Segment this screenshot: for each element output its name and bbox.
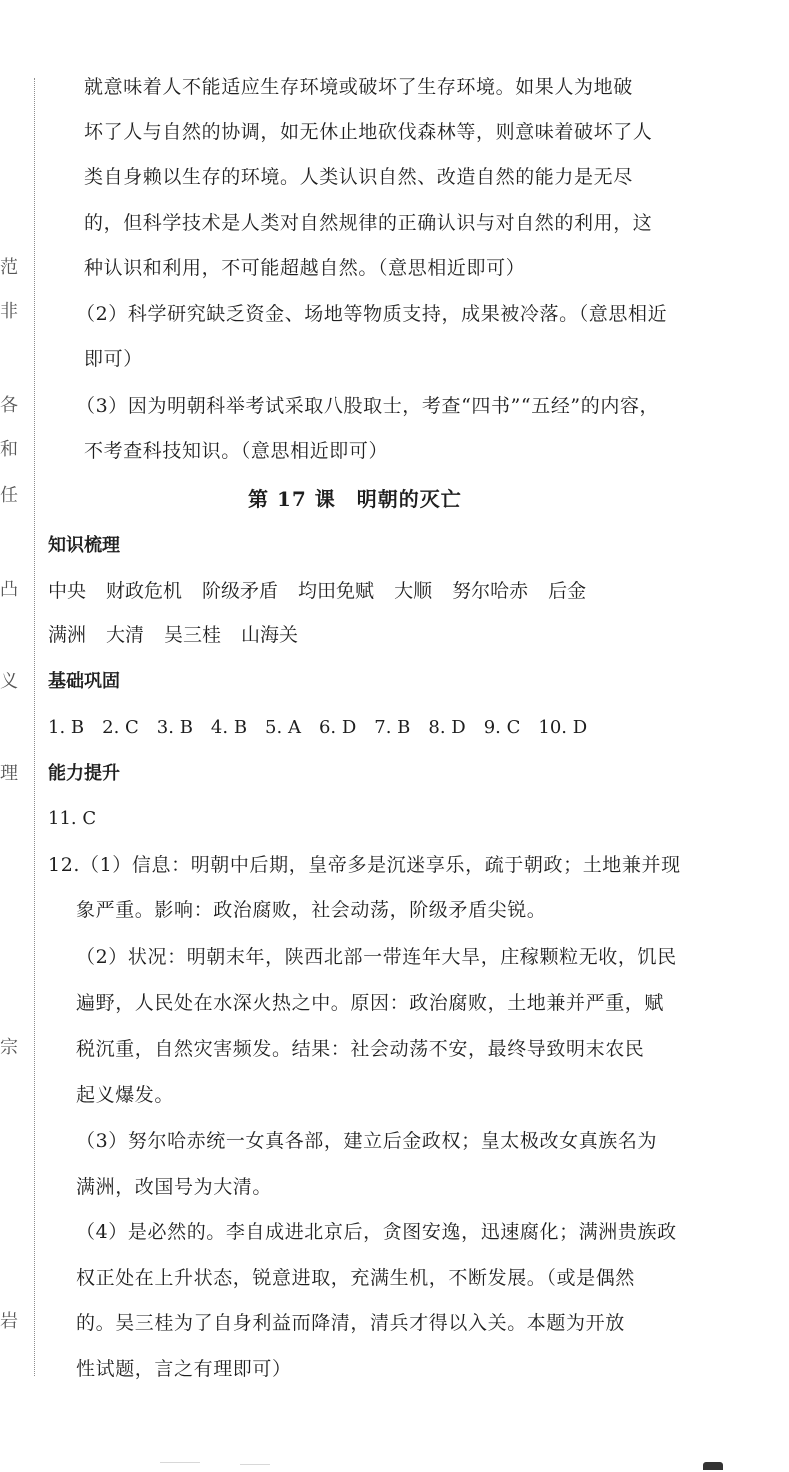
keyword: 满洲: [48, 624, 87, 646]
scan-artifact: [240, 1464, 270, 1465]
answer-item: 3. B: [156, 717, 193, 738]
text-line: （2）状况：明朝末年，陕西北部一带连年大旱，庄稼颗粒无收，饥民: [76, 946, 677, 968]
answer-item: 11. C: [48, 808, 97, 829]
text-line: （3）因为明朝科举考试采取八股取士，考查“四书”“五经”的内容，: [76, 395, 660, 417]
margin-char: 和: [0, 439, 18, 460]
text-line: 类自身赖以生存的环境。人类认识自然、改造自然的能力是无尽: [84, 166, 633, 188]
next-page-edge-mark: [703, 1462, 723, 1470]
keyword: 大清: [106, 624, 145, 646]
text-line: 起义爆发。: [76, 1084, 175, 1106]
answer-item: 10. D: [538, 717, 588, 738]
keyword: 中央: [48, 580, 87, 602]
margin-char: 理: [0, 763, 18, 784]
answer-item: 2. C: [102, 717, 139, 738]
keyword: 努尔哈赤: [452, 580, 529, 602]
text-line: （2）科学研究缺乏资金、场地等物质支持，成果被冷落。（意思相近: [76, 303, 668, 325]
text-line: 性试题，言之有理即可）: [76, 1358, 292, 1380]
text-line: 税沉重，自然灾害频发。结果：社会动荡不安，最终导致明末农民: [76, 1038, 645, 1060]
answer-item: 4. B: [210, 717, 248, 738]
text-line: （3）努尔哈赤统一女真各部，建立后金政权；皇太极改女真族名为: [76, 1130, 658, 1152]
keyword: 财政危机: [106, 580, 183, 602]
answer-item: 5. A: [265, 717, 301, 738]
text-line: 权正处在上升状态，锐意进取，充满生机，不断发展。（或是偶然: [76, 1267, 635, 1289]
section-heading-basic: 基础巩固: [48, 671, 120, 692]
text-line: 种认识和利用，不可能超越自然。（意思相近即可）: [84, 257, 526, 279]
keyword: 吴三桂: [164, 624, 222, 646]
keyword: 阶级矛盾: [202, 580, 279, 602]
text-line: 满洲，改国号为大清。: [76, 1176, 273, 1198]
keyword: 后金: [548, 580, 587, 602]
margin-char: 岩: [0, 1311, 18, 1332]
section-heading-knowledge: 知识梳理: [48, 535, 120, 556]
text-line: 的。吴三桂为了自身利益而降清，清兵才得以入关。本题为开放: [76, 1312, 625, 1334]
text-line: 不考查科技知识。（意思相近即可）: [84, 440, 389, 462]
margin-char: 义: [0, 671, 18, 692]
keyword: 均田免赋: [298, 580, 375, 602]
text-line: 即可）: [84, 348, 143, 370]
keyword: 山海关: [241, 624, 299, 646]
text-line: 12.（1）信息：明朝中后期，皇帝多是沉迷享乐，疏于朝政；土地兼并现: [48, 854, 681, 876]
answer-item: 9. C: [483, 717, 521, 738]
margin-char: 凸: [0, 579, 18, 600]
text-line: 坏了人与自然的协调，如无休止地砍伐森林等，则意味着破坏了人: [84, 121, 653, 143]
binding-dotted-rule: [34, 78, 35, 1376]
margin-char: 宗: [0, 1037, 18, 1058]
text-line: 遍野，人民处在水深火热之中。原因：政治腐败，土地兼并严重，赋: [76, 992, 665, 1014]
answers-row: [48, 713, 587, 743]
scan-artifact: [160, 1462, 200, 1463]
answer-11: [48, 804, 96, 834]
keywords-row: [48, 576, 586, 606]
text-line: 的，但科学技术是人类对自然规律的正确认识与对自然的利用，这: [84, 212, 653, 234]
keywords-row: [48, 620, 298, 650]
answer-item: 1. B: [48, 717, 85, 738]
margin-char: 范: [0, 257, 18, 278]
lesson-title: 第 17 课 明朝的灭亡: [248, 487, 462, 511]
answer-item: 7. B: [374, 717, 411, 738]
text-line: （4）是必然的。李自成进北京后，贪图安逸，迅速腐化；满洲贵族政: [76, 1221, 677, 1243]
margin-char: 非: [0, 301, 18, 322]
answer-item: 6. D: [318, 717, 357, 738]
keyword: 大顺: [394, 580, 433, 602]
text-line: 就意味着人不能适应生存环境或破坏了生存环境。如果人为地破: [84, 76, 633, 98]
margin-char: 任: [0, 485, 18, 506]
text-line: 象严重。影响：政治腐败，社会动荡，阶级矛盾尖锐。: [76, 899, 547, 921]
answer-item: 8. D: [428, 717, 466, 738]
section-heading-ability: 能力提升: [48, 763, 120, 784]
margin-char: 各: [0, 395, 18, 416]
